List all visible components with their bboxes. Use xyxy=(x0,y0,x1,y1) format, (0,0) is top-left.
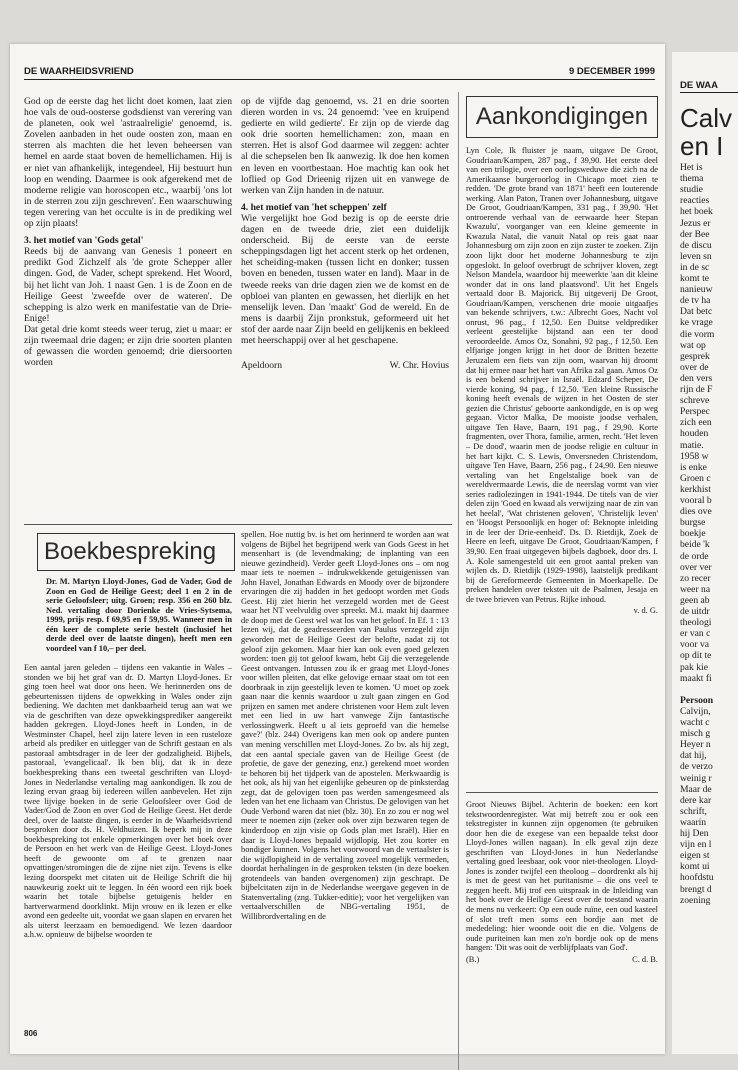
review-column-1: Een aantal jaren geleden – tijdens een vakantie in Wales – stonden we bij het graf van dr. D. Martyn Lloyd-Jones. Er ging toen heel wat door ons heen. We herinnerden ons de gebeurtenissen tijdens de opwekking in Wales onder zijn bediening. We dachten met dankbaarheid terug aan wat we via de geschriften van deze opwekkingsprediker aangereikt hadden gekregen. Lloyd-Jones heeft in Londen, in de Westminster Chapel, heel zijn latere leven in een rusteloze arbeid als prediker en uitlegger van de Schrift gestaan en als pastoraal ambtsdrager in de leer der godzaligheid. Bijbels, pastoraal, 'evangelicaal'. Ik ben blij, dat ik in deze boekbespreking thans een tweetal geschriften van Lloyd-Jones in Nederlandse vertaling mag aankondigen. Ik zou de lezing ervan graag bij iedereen willen aanbevelen. Het zijn twee lijvige boeken in de serie Geloofsleer over God de Vader/God de Zoon en over God de Heilige Geest. Het derde deel, over de laatste dingen, is eerder in de Waarheidsvriend besproken door ds. H. Veldhuizen. Ik beperk mij in deze boekbespreking tot enkele opmerkingen over het boek over de Persoon en het werk van de Heilige Geest. Lloyd-Jones heeft de gewoonte om af te grenzen naar opvattingen/stromingen die de zijne niet zijn. Tevens is elke lezing doorspekt met citaten uit de Heilige Schrift die hij nauwkeurig zoekt uit te leggen. In één woord een rijk boek waarin het totale bijbelse getuigenis helder en hartverwarmend doorklinkt. Mijn vrouw en ik lezen er elke avond een gedeelte uit, voordat we gaan slapen en ervaren het als uiterst leerzaam en bemoedigend. We lezen daardoor a.h.w. opnieuw de bijbelse woorden te xyxy=(24,663,232,940)
article-paragraph: Dat getal drie komt steeds weer terug, ziet u maar: er zijn tweemaal drie dagen; er zijn drie soorten planten of gewassen die worden genoemd; drie diersoorten worden xyxy=(24,323,232,369)
next-page-line: weinig r xyxy=(680,772,712,784)
header-rule xyxy=(24,79,655,80)
next-page-line: zoening xyxy=(680,894,711,906)
next-page-line: de uitdr xyxy=(680,606,710,617)
next-title-line-1: Calv xyxy=(680,103,733,133)
next-page-line: eigen st xyxy=(680,850,710,862)
next-page-line: schreve xyxy=(680,395,710,407)
next-page-line: pak kie xyxy=(680,661,708,673)
next-page-line: studie xyxy=(680,184,703,196)
next-page-line: matie. xyxy=(680,439,704,451)
announcements-signature: v. d. G. xyxy=(633,606,658,616)
next-page-line: de orde xyxy=(680,550,709,562)
next-page-fragment xyxy=(672,52,738,1054)
next-title-line-2: en I xyxy=(680,131,724,161)
next-page-line: op dit te xyxy=(680,650,712,662)
page-header xyxy=(24,66,655,80)
next-header-rule xyxy=(680,92,738,93)
next-page-line: houden xyxy=(680,428,709,440)
next-page-line: zich een xyxy=(680,417,712,429)
next-page-line: er van c xyxy=(680,628,711,640)
next-page-line: de verzo xyxy=(680,761,713,773)
next-page-line: ke vrage xyxy=(680,317,713,329)
next-page-line: Dat betc xyxy=(680,306,713,318)
next-page-line: boekje xyxy=(680,528,706,540)
next-page-line: gesprek xyxy=(680,350,710,362)
article-paragraph: op de vijfde dag genoemd, vs. 21 en drie soorten dieren worden in vs. 24 genoemd: 'vee en kruipend gedierte en wild gedierte'. Er zijn op de vierde dag ook drie soorten hemellichamen: zon, maan en sterren. Het is alsof God daarmee wil zeggen: achter al die schepselen ben Ik aanwezig. Ik doe hen komen en leven en voortbestaan. Hoe machtig kan ook het loflied op God Drieenig rijzen uit en vanwege de werken van Zijn handen in de natuur. xyxy=(241,96,449,196)
next-page-line: waarin xyxy=(680,816,707,828)
next-page-line: dies ove xyxy=(680,506,712,518)
paper-name: DE WAARHEIDSVRIEND xyxy=(24,66,134,77)
next-page-line: Jezus er xyxy=(680,217,711,229)
next-page-line: Groen c xyxy=(680,472,711,484)
next-page-line: den vers xyxy=(680,372,713,384)
section-rule xyxy=(466,792,658,793)
issue-date: 9 DECEMBER 1999 xyxy=(568,66,655,77)
next-page-line: theologi xyxy=(680,617,712,629)
article-paragraph: God op de eerste dag het licht doet komen, laat zien hoe vals de oud-oosterse godsdienst van verering van de planeten, ook wel 'astraalreligie' genoemd, is. Zovelen aanbaden in het oude oosten zon, maan en sterren als machten die het leven beheersen van hemel en aarde staat boven de hemellichamen. Hij is er niet van afhankelijk, integendeel, Hij bestuurt hun loop en wending. Daarmee is ook afgerekend met de moderne religie van horoscopen etc., waarbij 'ons lot in de sterren zou zijn geschreven'. Een waarschuwing tegen verering van het occulte is in de prediking wel op zijn plaats! xyxy=(24,96,232,230)
next-page-line: dat hij, xyxy=(680,750,707,762)
article-column-right xyxy=(241,96,449,371)
next-page-line: in de sc xyxy=(680,261,710,273)
article-place: Apeldoorn xyxy=(241,360,283,372)
next-page-title xyxy=(680,104,732,160)
review-signature xyxy=(466,955,658,965)
next-page-line: de tv ha xyxy=(680,295,711,307)
announcements-text xyxy=(466,146,658,616)
next-page-line: hij Den xyxy=(680,828,709,839)
next-page-line: schrift, xyxy=(680,805,707,817)
article-paragraph: Reeds bij de aanvang van Genesis 1 poneert en predikt God Zichzelf als 'de grote Schepper aller dingen. God, de Vader, schept sprekend. Het Woord, bij het licht van Joh. 1 naast Gen. 1 is de Zoon en de Heilige Geest 'zweefde over de wateren'. De schepping is alzo werk en manifestatie van de Drie-Enige! xyxy=(24,246,232,324)
review-text: Groot Nieuws Bijbel. Achterin de boeken: een kort tekstwoordenregister. Wat mij betreft zou er ook een tekstregister in kunnen zijn opgenomen (te gebruiken door hen die de exegese van een bepaalde tekst door Lloyd-Jones willen nagaan). In elk geval zijn deze geschriften van Lloyd-Jones in hun Nederlandse vertaling goed leesbaar, ook voor niet-theologen. Lloyd-Jones is zonder twijfel een theoloog – doordrenkt als hij is met de geest van het puritanisme – die ons veel te zeggen heeft. Mij trof een uitspraak in de Inleiding van het boek over de Heilige Geest over de toestand waarin de mens nu verkeert: Op een oude ruïne, een oud kasteel of slot treft men soms een bordje aan met de mededeling: hier woonde ooit die en die. Volgens de oude puriteinen kan men zo'n bordje ook op de mens hangen: 'Dit was ooit de verblijfplaats van God'. xyxy=(466,800,658,953)
next-page-line: over ver xyxy=(680,561,712,573)
next-page-header: DE WAA xyxy=(680,80,718,91)
next-page-line: wacht c xyxy=(680,717,710,728)
next-page-line: zo recer xyxy=(680,572,711,584)
next-page-line: Maar de xyxy=(680,783,712,795)
review-column-2: spellen. Hoe nuttig bv. is het om herinnerd te worden aan wat volgens de Bijbel het begrijpend werk van Gods Geest in het mensenhart is (de levendmaking; de inplanting van een nieuwe gezindheid). Verder geeft Lloyd-Jones ons – om nog maar iets te noemen – indrukwekkende getuigenissen van John Havel, Jonathan Edwards en Moody over de bijzondere ervaringen die zij hadden in het gedoopt worden met Gods Geest. Hij ziet hierin het verzegeld worden met de Geest waar het NT veelvuldig over spreekt. M.i. maakt hij daarmee de doop met de Geest wel wat los van het geloof. In Ef. 1 : 13 lezen wij, dat de geadresseerden van Paulus verzegeld zijn geworden met de Heilige Geest der belofte, nadat zij tot geloof zijn gekomen. Maar hier kan ook even goed gelezen worden: toen gij tot geloof kwam, hebt Gij die verzegelende Geest ontvangen. Intussen zou ik er graag met Lloyd-Jones voor willen pleiten, dat elke gelovige ernaar staat om tot een doorbraak in zijn geestelijk leven te komen. 'U moet op zoek gaan naar die kennis waardoor u zult gaan zingen en God prijzen en samen met andere christenen voor Hem zult leven met een lied in uw hart vanwege Zijn fantastische verlossingwerk. Heeft u al iets geproefd van die hemelse gave?' (blz. 244) Overigens kan men ook op andere punten van mening verschillen met Lloyd-Jones. Zo bv. als hij zegt, dat een aantal speciale gaven van de Heilige Geest (de profetie, de gave der genezing, enz.) gerekend moet worden te behoren bij het tijdperk van de apostelen. Merkwaardig is het ook, als hij van het eigenlijke gebeuren op de pinksterdag zegt, dat de gelovigen toen pas werden samengesmeed als leden van het ene lichaam van Christus. De gelovigen van het Oude Verbond waren dat niet (blz. 30). En zo zou er nog wel meer te noemen zijn (zeker ook over zijn bezwaren tegen de kinderdoop en zijn visie op Gods plan met Israël). Hier en daar is Lloyd-Jones bepaald wijdlopig. Het zou korter en bondiger kunnen. Volgens het voorwoord van de vertaalster is die wijdlopigheid in de vertaling zoveel mogelijk vermeden, doordat herhalingen in de gesproken teksten (in deze boeken grotendeels van banden overgenomen) zijn geschrapt. De bijbelcitaten zijn in de Nederlandse weergave gegeven in de Statenvertaling (zng. Tukker-editie); voor het vergelijken van vertaalverschillen de NBG-vertaling 1951, de Willibrordvertaling en de xyxy=(241,530,449,921)
next-page-line: geen ab xyxy=(680,594,710,606)
section-heading: 3. het motief van 'Gods getal' xyxy=(24,235,144,247)
next-page-line: hoofdstu xyxy=(680,872,714,884)
next-page-line: over de xyxy=(680,361,709,373)
next-page-line: Heyer n xyxy=(680,739,711,751)
article-column-left xyxy=(24,96,232,368)
next-page-line: leven sn xyxy=(680,250,712,262)
review-column-3 xyxy=(466,800,658,964)
article-author: W. Chr. Hovius xyxy=(389,360,449,372)
next-page-line: die vorm xyxy=(680,328,715,340)
review-initials-b: (B.) xyxy=(466,954,480,964)
next-page-line: beide 'k xyxy=(680,539,710,551)
column-divider xyxy=(458,92,459,1070)
article-paragraph: Wie vergelijkt hoe God bezig is op de eerste drie dagen en de tweede drie, ziet een duidelijk onderscheid. Bij de eerste van de eerste scheppingsdagen ligt het accent sterk op het ordenen, het scheiding-maken (tussen licht en donker; tussen boven en beneden, tussen water en land). Maar in de tweede reeks van drie dagen zien we de komst en de opbloei van planten en gewassen, het dierlijk en het menselijk leven. Dan 'maakt' God de wereld. En de mens is daarbij Zijn pronkstuk, geformeerd uit het stof der aarde naar Zijn beeld en gelijkenis en bekleed met heerschappij over al het geschapene. xyxy=(241,212,449,346)
next-page-line: komt te xyxy=(680,273,710,284)
next-page-line: misch g xyxy=(680,728,711,740)
next-page-line: nanieuw xyxy=(680,284,713,296)
next-page-line: de discu xyxy=(680,239,712,251)
newspaper-page xyxy=(10,44,665,1054)
next-page-line: weer na xyxy=(680,583,711,595)
next-page-line: vooral b xyxy=(680,495,712,506)
next-page-line: rijn de F xyxy=(680,384,713,395)
next-page-line: der Bee xyxy=(680,228,710,240)
next-page-line: voor va xyxy=(680,639,710,651)
next-page-line: Persoon xyxy=(680,694,714,706)
section-rule xyxy=(24,524,452,525)
boekbespreking-title: Boekbespreking xyxy=(37,533,235,571)
next-page-line: maakt fi xyxy=(680,672,712,684)
next-page-line: 1958 w xyxy=(680,450,709,462)
review-initials-cdb: C. d. B. xyxy=(632,954,658,964)
article-signature xyxy=(241,360,449,371)
next-page-line: Perspec xyxy=(680,406,710,418)
next-page-line: thema xyxy=(680,173,704,185)
next-page-line: brengt d xyxy=(680,883,712,895)
announcements-body: Lyn Cole, Ik fluister je naam, uitgave De Groot, Goudriaan/Kampen, 287 pag., f 39,90. Het eerste deel van een trilogie, over een oorlogsweduwe die zich na de Amerikaanse burgeroorlog in Chicago moet zien te redden. 'De grote brand van 1871' heeft een louterende werking. Alan Paton, Tranen over Johannesburg, uitgave De Groot, Goudriaan/Kampen, 331 pag., f 39,90. 'Het ontroerende verhaal van de eerwaarde heer Stepan Kwazulu', voorganger van een kleine gemeente in Kwazula Natal, die vanuit Natal op reis gaat naar Johannesburg om zijn zoon en zijn zuster te zoeken. Zijn zoon lijkt door het moderne Johannesburg te zijn opgeslokt. In geloof overbrugt de schrijver kloven, zegt Nelson Mandela, waardoor hij meewerkte 'aan dit kleine wonder dat in ons land plaatsvond'. Uit het Engels vertaald door B. Majorick. Bij uitgeverij De Groot, Goudriaan/Kampen, verschenen drie mooie uitgaafjes van bekende schrijvers, t.w.: Albrecht Goes, Nacht vol onrust, 96 pag., f 12,50. Een Duitse veldprediker verleent geestelijke bijstand aan een ter dood veroordeelde. Amos Oz, Sonahni, 92 pag., f 12,50. Een elfjarige jongen krijgt in het door de Britten bezette Jeruzalem een fiets van zijn oom, waarvan hij droomt dat hij ermee naar het hart van Afrika zal gaan. Amos Oz is een bekend schrijver in Israël. Edzard Scheper, De vierde koning, 94 pag., f 12,50. 'Een kleine Russische koning heeft evenals de wijzen in het Oosten de ster gezien die Christus' geboorte aankondigde, en is op weg gegaan. Victor Malka, De mooiste joodse verhalen, uitgave Ten Have, Baarn, 191 pag., f 29,90. Korte fragmenten, over Thora, familie, armen, recht. 'Het leven – De dood', waarin men de joodse religie en cultuur in het hart kijkt. C. S. Lewis, Onversneden Christendom, uitgave Ten Have, Baarn, 256 pag., f 24,90. Een nieuwe vertaling van het Engelstalige boek van de wereldvermaarde Lewis, die de neerslag vormt van vier series radiolezingen in 1941-1944. De titels van de vier delen zijn 'Goed en kwaad als verwijzing naar de zin van het heelal', 'Wat christenen geloven', 'Christelijk leven' en 'Hoogst Persoonlijk en hoger of: Beknopte inleiding in de leer der Drie-eenheid'. Ds. D. Rietdijk, Zoek de Heere en leeft, uitgave De Groot, Goudriaan/Kampen, f 39,90. Een fraai uitgegeven bijbels dagboek, door drs. I. A. Kole samengesteld uit een groot aantal preken van wijlen ds. D. Rietdijk (1929-1998), laatstelijk predikant bij de Gereformeerde Gemeenten in Moerkapelle. De preken handelen over teksten uit de Psalmen, Jesaja en de twee brieven van Petrus. Rijke inhoud. xyxy=(466,146,658,604)
page-number: 806 xyxy=(24,1029,38,1038)
next-page-line: dere kar xyxy=(680,794,712,806)
section-heading: 4. het motief van 'het scheppen' zelf xyxy=(241,201,387,213)
next-page-line: vijn en l xyxy=(680,839,712,851)
book-intro: Dr. M. Martyn Lloyd-Jones, God de Vader, God de Zoon en God de Heilige Geest; deel 1 en 2 in de serie Geloofsleer; uitg. Groen; resp. 356 en 260 blz. Ned. vertaling door Dorienke de Vries-Sytsema, 1999, prijs resp. f 69,95 en f 59,95. Wanneer men in één keer de complete serie bestelt (inclusief het derde deel over de laatste dingen), heeft men een voordeel van f 10,– per deel. xyxy=(46,577,232,653)
next-page-line: Het is xyxy=(680,162,703,173)
next-page-line: is enke xyxy=(680,461,707,473)
next-page-line: het boek xyxy=(680,206,713,218)
aankondigingen-title: Aankondigingen xyxy=(466,96,658,138)
next-page-line: Calvijn, xyxy=(680,705,711,717)
next-page-line: burgse xyxy=(680,517,706,529)
next-page-line: reacties xyxy=(680,195,710,207)
next-page-line: wat op xyxy=(680,339,706,351)
next-page-line: komt ui xyxy=(680,861,710,873)
next-page-line: kerkhist xyxy=(680,483,711,495)
